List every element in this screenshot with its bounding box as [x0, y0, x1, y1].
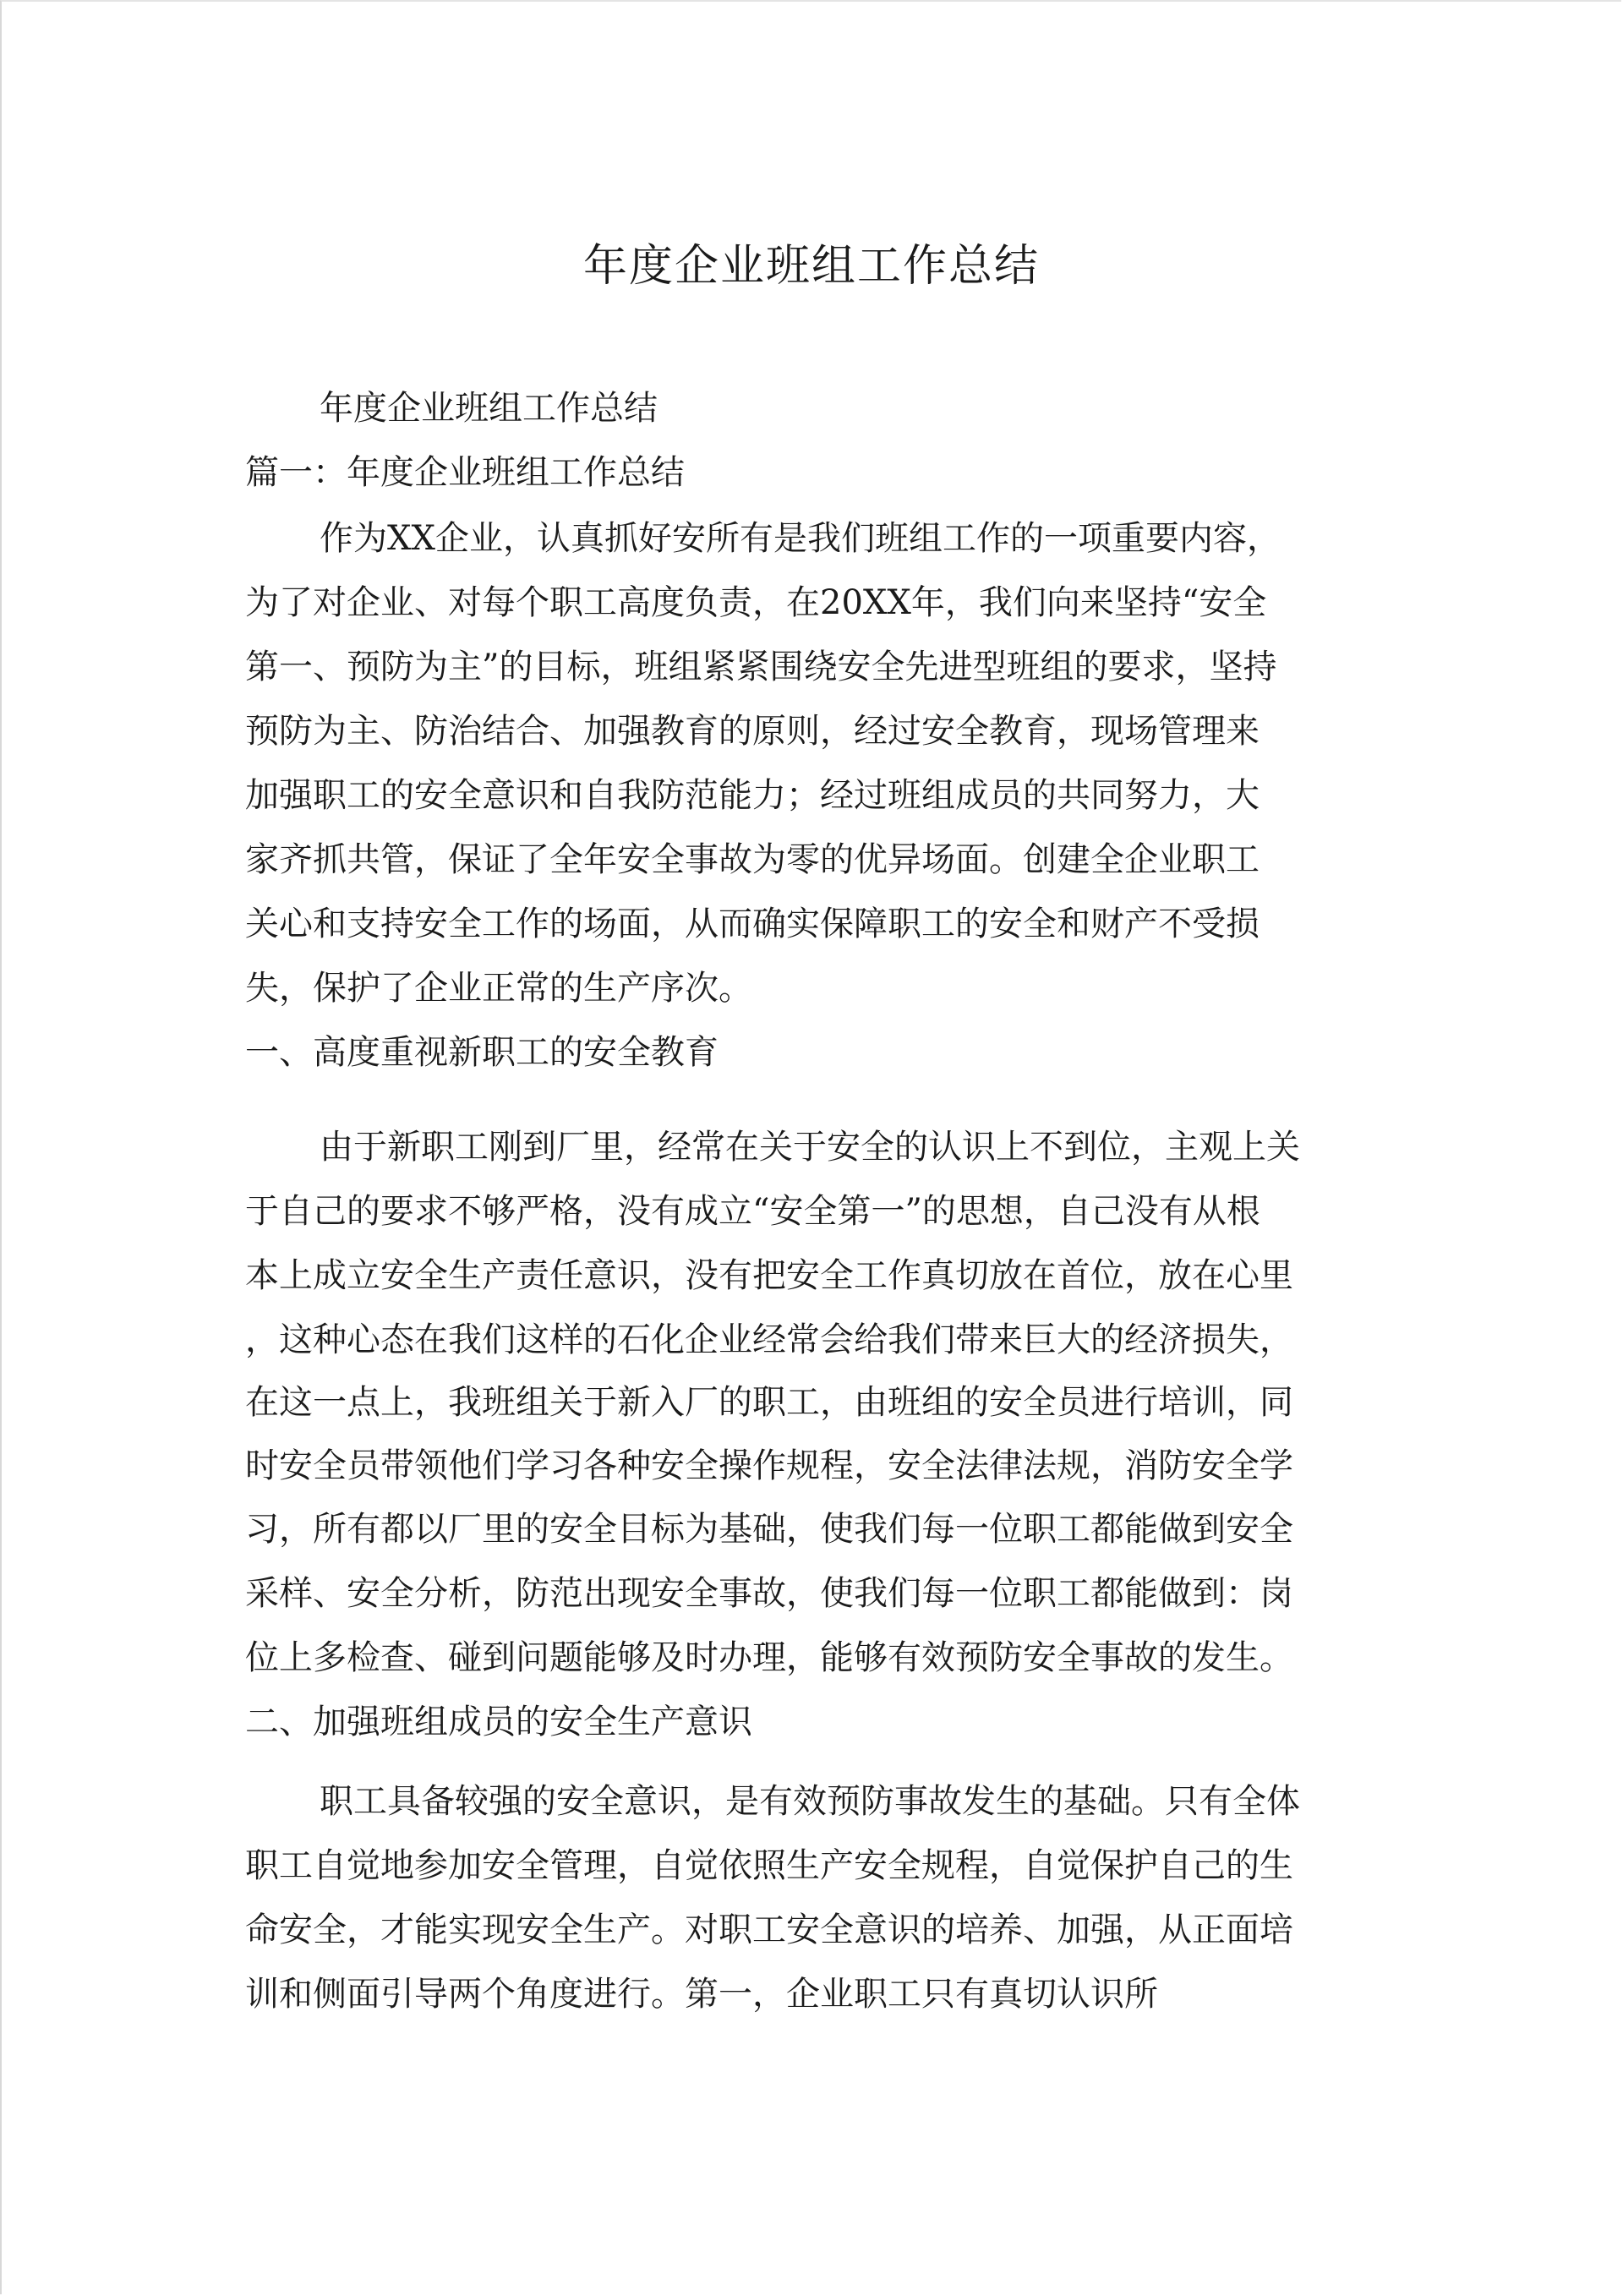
paragraph-line: 本上成立安全生产责任意识，没有把安全工作真切放在首位，放在心里 — [245, 1256, 1293, 1295]
paragraph-line: 在这一点上，我班组关于新入厂的职工，由班组的安全员进行培训，同 — [245, 1383, 1293, 1422]
document-title: 年度企业班组工作总结 — [582, 241, 1040, 292]
paragraph-line: 预防为主、防治结合、加强教育的原则，经过安全教育，现场管理来 — [245, 712, 1260, 751]
section-heading-two: 二、加强班组成员的安全生产意识 — [245, 1703, 752, 1741]
paragraph-line: 采样、安全分析，防范出现安全事故，使我们每一位职工都能做到：岗 — [245, 1574, 1293, 1613]
section-heading-one: 一、高度重视新职工的安全教育 — [245, 1033, 719, 1072]
section-heading-part-one: 篇一：年度企业班组工作总结 — [245, 453, 685, 492]
paragraph-line: 命安全，才能实现安全生产。对职工安全意识的培养、加强，从正面培 — [245, 1911, 1293, 1949]
paragraph-line: ，这种心态在我们这样的石化企业经常会给我们带来巨大的经济损失， — [245, 1320, 1293, 1359]
paragraph-line: 关心和支持安全工作的场面，从而确实保障职工的安全和财产不受损 — [245, 905, 1260, 943]
subtitle-line: 年度企业班组工作总结 — [320, 389, 658, 428]
paragraph-line: 职工自觉地参加安全管理，自觉依照生产安全规程，自觉保护自己的生 — [245, 1846, 1293, 1885]
paragraph-line: 时安全员带领他们学习各种安全操作规程，安全法律法规，消防安全学 — [245, 1446, 1293, 1485]
paragraph-line: 位上多检查、碰到问题能够及时办理，能够有效预防安全事故的发生。 — [245, 1638, 1293, 1677]
paragraph-line: 职工具备较强的安全意识，是有效预防事故发生的基础。只有全体 — [320, 1782, 1300, 1821]
paragraph-line: 于自己的要求不够严格，没有成立“安全第一”的思想，自己没有从根 — [245, 1192, 1260, 1231]
paragraph-line: 作为XX企业，认真抓好安所有是我们班组工作的一项重要内容， — [320, 519, 1281, 558]
paragraph-line: 由于新职工刚到厂里，经常在关于安全的认识上不到位，主观上关 — [320, 1128, 1300, 1167]
paragraph-line: 训和侧面引导两个角度进行。第一，企业职工只有真切认识所 — [245, 1975, 1158, 2014]
paragraph-line: 失，保护了企业正常的生产序次。 — [245, 969, 752, 1008]
paragraph-line: 第一、预防为主”的目标，班组紧紧围绕安全先进型班组的要求，坚持 — [245, 648, 1277, 686]
paragraph-line: 为了对企业、对每个职工高度负责，在20XX年，我们向来坚持“安全 — [245, 583, 1267, 622]
paragraph-line: 习，所有都以厂里的安全目标为基础，使我们每一位职工都能做到安全 — [245, 1510, 1293, 1549]
paragraph-line: 家齐抓共管，保证了全年安全事故为零的优异场面。创建全企业职工 — [245, 840, 1260, 879]
paragraph-line: 加强职工的安全意识和自我防范能力；经过班组成员的共同努力，大 — [245, 776, 1260, 815]
